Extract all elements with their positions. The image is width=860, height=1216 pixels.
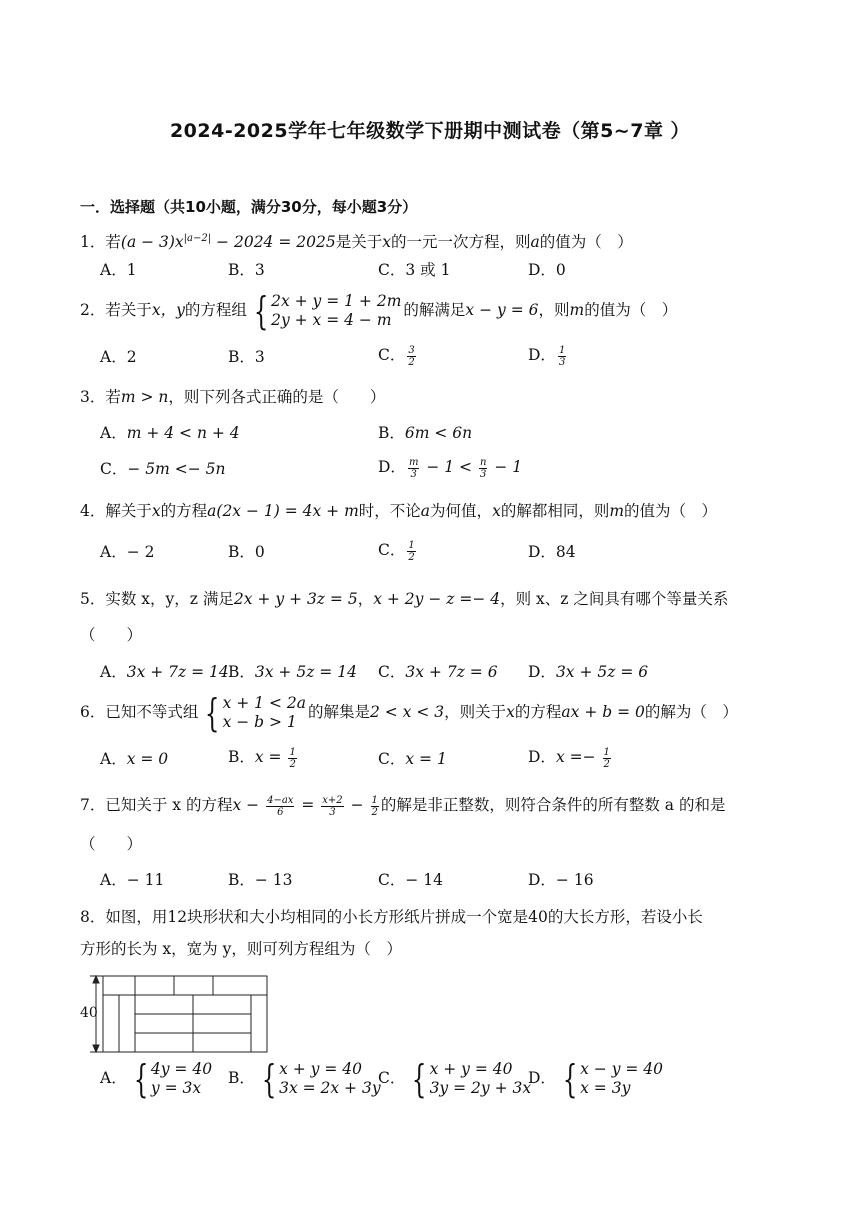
- q1-text3: 的一元一次方程，则: [390, 233, 531, 252]
- q4-text6: 的值为（ ）: [624, 502, 718, 520]
- q7-text: 已知关于 x 的方程: [105, 796, 233, 814]
- q6-text2: 的解集是: [307, 703, 370, 721]
- q8-option-a[interactable]: A． { 4y = 40 y = 3x: [100, 1057, 213, 1101]
- q6-option-b[interactable]: B．x = $\frac{1}{2}$: [228, 746, 296, 770]
- q2-option-d[interactable]: D． $\frac{1}{3}$: [528, 344, 566, 368]
- q5-option-d[interactable]: D．3x + 5z = 6: [528, 663, 649, 681]
- q3-option-b[interactable]: B．6m < 6n: [378, 424, 473, 442]
- q2-eq2: 2y + x = 4 − m: [271, 311, 392, 329]
- q4-var4: m: [609, 502, 625, 520]
- q2-option-c[interactable]: C． $\frac{3}{2}$: [378, 344, 415, 368]
- q3-text: 若: [105, 388, 121, 406]
- q2-cond: x − y = 6: [465, 301, 539, 319]
- q8-figure-label: 40: [80, 1005, 98, 1021]
- q2-text3: 的解满足: [403, 301, 466, 319]
- q5-eq1: 2x + y + 3z = 5: [233, 590, 358, 608]
- q5-eq2: x + 2y − z =− 4: [373, 590, 501, 608]
- q1-text2: 是关于: [335, 233, 383, 252]
- q5-sep: ，: [357, 590, 374, 608]
- q2-option-a[interactable]: A．2: [100, 348, 137, 366]
- question-7: [80, 794, 725, 818]
- q1-var2: a: [530, 233, 540, 252]
- q1-text4: 的值为（ ）: [539, 233, 633, 252]
- q1-var: x: [382, 233, 391, 252]
- q6-system: { x + 1 < 2a x − b > 1: [205, 691, 306, 735]
- q4-text2: 的方程: [160, 502, 208, 520]
- q2-number: 2．: [80, 301, 106, 319]
- q7-frac2: $\frac{x+2}{3}$: [322, 794, 343, 818]
- q8-text2: 方形的长为 x，宽为 y，则可列方程组为（ ）: [80, 940, 402, 958]
- q5-text: 实数 x，y，z 满足: [105, 590, 234, 608]
- q6-option-d[interactable]: D．x =− $\frac{1}{2}$: [528, 746, 610, 770]
- q6-eq1: x + 1 < 2a: [222, 694, 306, 712]
- q2-text5: 的值为（ ）: [584, 301, 678, 319]
- section-heading: 一．选择题（共10小题，满分30分，每小题3分）: [80, 198, 418, 216]
- q6-text4: 的方程: [514, 703, 562, 721]
- q3-number: 3．: [80, 388, 106, 406]
- q8-option-b[interactable]: B． { x + y = 40 3x = 2x + 3y: [228, 1057, 381, 1101]
- q3-text2: ，则下列各式正确的是（ ）: [168, 388, 386, 406]
- q2-system: { 2x + y = 1 + 2m 2y + x = 4 − m: [253, 289, 402, 333]
- q8-text: 如图，用12块形状和大小均相同的小长方形纸片拼成一个宽是40的大长方形，若设小长: [105, 908, 703, 926]
- q1-expr: (a − 3)x: [120, 233, 184, 252]
- q4-option-c[interactable]: C． $\frac{1}{2}$: [378, 539, 415, 563]
- q7-minus: −: [345, 796, 369, 814]
- q7-frac3: $\frac{1}{2}$: [371, 794, 378, 818]
- q8-number: 8．: [80, 908, 106, 926]
- q7-number: 7．: [80, 796, 106, 814]
- q1-exponent: |a−2|: [183, 233, 212, 244]
- question-3: [80, 386, 385, 408]
- q8-option-c[interactable]: C． { x + y = 40 3y = 2y + 3x: [378, 1057, 532, 1101]
- q3-cond: m > n: [120, 388, 169, 406]
- q6-var: x: [506, 703, 515, 721]
- q4-text5: 的解都相同，则: [500, 502, 610, 520]
- q6-text: 已知不等式组: [105, 703, 199, 721]
- question-4: [80, 500, 717, 522]
- q6-eq2: x − b > 1: [222, 713, 297, 731]
- q5-option-b[interactable]: B．3x + 5z = 14: [228, 663, 357, 681]
- q2-text: 若关于: [105, 301, 152, 319]
- q4-option-a[interactable]: A．− 2: [100, 543, 155, 561]
- q1-number: 1．: [80, 233, 106, 252]
- q2-var: m: [569, 301, 585, 319]
- q4-text4: 为何值，: [430, 502, 493, 520]
- q6-eq: ax + b = 0: [561, 703, 645, 721]
- question-1: [80, 228, 633, 253]
- q6-option-a[interactable]: A．x = 0: [100, 750, 169, 768]
- q2-text4: ，则: [538, 301, 570, 319]
- question-5: [80, 588, 728, 610]
- q4-number: 4．: [80, 502, 106, 520]
- q4-var: x: [151, 502, 161, 520]
- q5-option-c[interactable]: C．3x + 7z = 6: [378, 663, 498, 681]
- page-title: 2024-2025学年七年级数学下册期中测试卷（第5~7章 ）: [169, 120, 691, 142]
- question-8: [80, 906, 703, 928]
- q2-vars: x，y: [151, 301, 185, 319]
- q5-text2: ，则 x、z 之间具有哪个等量关系: [500, 590, 729, 608]
- q8-option-d[interactable]: D． { x − y = 40 x = 3y: [528, 1057, 664, 1101]
- q4-eq: a(2x − 1) = 4x + m: [207, 502, 359, 520]
- q3-option-c[interactable]: C．− 5m <− 5n: [100, 460, 226, 478]
- q6-option-c[interactable]: C．x = 1: [378, 750, 447, 768]
- q4-option-d[interactable]: D．84: [528, 543, 576, 561]
- q4-var3: x: [492, 502, 501, 520]
- q1-option-d[interactable]: D．0: [528, 261, 566, 279]
- q6-cond: 2 < x < 3: [369, 703, 445, 721]
- q1-expr2: − 2024 = 2025: [211, 233, 336, 252]
- q2-text2: 的方程组: [184, 301, 247, 319]
- q2-eq1: 2x + y = 1 + 2m: [271, 292, 402, 310]
- q1-option-c[interactable]: C．3 或 1: [378, 261, 451, 279]
- q1-option-b[interactable]: B．3: [228, 261, 265, 279]
- q1-text: 若: [105, 233, 121, 252]
- q7-option-b[interactable]: B．− 13: [228, 871, 293, 889]
- question-6: [80, 691, 738, 735]
- q7-frac1: $\frac{4-ax}{6}$: [267, 794, 294, 818]
- q3-option-d[interactable]: D． $\frac{m}{3}$ − 1 < $\frac{n}{3}$ − 1: [378, 456, 523, 480]
- q2-option-b[interactable]: B．3: [228, 348, 265, 366]
- q7-option-c[interactable]: C．− 14: [378, 871, 443, 889]
- q4-text3: 时，不论: [358, 502, 421, 520]
- q7-option-a[interactable]: A．− 11: [100, 871, 165, 889]
- q7-text2: 的解是非正整数，则符合条件的所有整数 a 的和是: [380, 796, 726, 814]
- q4-text: 解关于: [105, 502, 152, 520]
- q1-option-a[interactable]: A．1: [100, 261, 137, 279]
- q5-paren: （ ）: [80, 626, 143, 644]
- q4-option-b[interactable]: B．0: [228, 543, 265, 561]
- q4-var2: a: [420, 502, 431, 520]
- q8-rectangle-figure: [76, 972, 276, 1056]
- q3-option-a[interactable]: A．m + 4 < n + 4: [100, 424, 240, 442]
- q6-text3: ，则关于: [444, 703, 507, 721]
- q7-option-d[interactable]: D．− 16: [528, 871, 594, 889]
- q6-number: 6．: [80, 703, 106, 721]
- q6-text5: 的解为（ ）: [644, 703, 738, 721]
- question-2: [80, 289, 678, 333]
- q5-number: 5．: [80, 590, 106, 608]
- q5-option-a[interactable]: A．3x + 7z = 14: [100, 663, 229, 681]
- q7-eq-sign: =: [296, 796, 320, 814]
- q7-paren: （ ）: [80, 835, 143, 853]
- q7-x: x −: [232, 796, 265, 814]
